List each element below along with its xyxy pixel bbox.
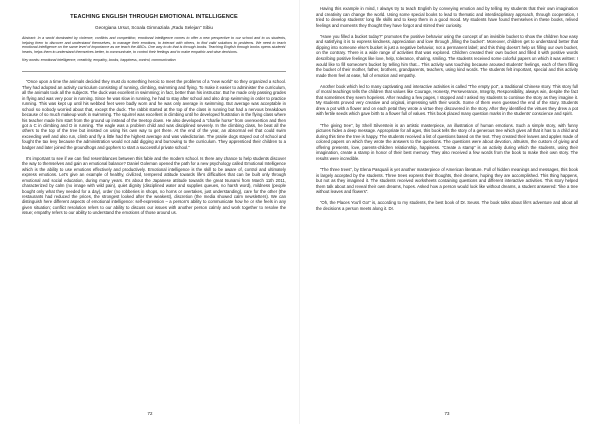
abstract: Abstract: In a world dominated by violence, conflicts and competition, emotional intelligence comes to offer a new perspective to our school and to us students, helping them to discover and understand themselves, to manage their emotions, to interact with others, to find valid solutions to problems. We need to teach emotional intelligence on the same level of importance as we teach the ABCs. One way to do that is through books. Teaching English through books opens students' hearts, helps them to understand themselves better, to communicate, to control their feelings and to make empathic and wise decisions. [22, 36, 286, 54]
paragraph-fable: “Once upon a time the animals decided they must do something heroic to meet the problems of a “new world” so they organized a school. They had adopted an activity curriculum consisting of running, climbing, swimming and flying. To make it easier to administer the curriculum, all the animals took all the subjects. The duck was excellent in swimming; in fact, better than his instructor. But he made only passing grades in flying and was very poor in running. Since he was slow in running, he had to stay after school and also drop swimming in order to practice running. This was kept up until his webbed feet were badly worn and he was only average in swimming. But average was acceptable in school so nobody worried about that, except the duck. The rabbit started at the top of the class in running but had a nervous breakdown because of so much makeup work in swimming. The squirrel was excellent in climbing until he developed frustration in the flying class where his teacher made him start from the ground up instead of the treetop down. He also developed a “charlie horse” from overexertion and then got a C in climbing and D in running. The eagle was a problem child and was disciplined severely. In the climbing class, he beat all the others to the top of the tree but insisted on using his own way to get there. At the end of the year, an abnormal eel that could swim exceeding well and also run, climb and fly a little had the highest average and was valedictorian. The prairie dogs stayed out of school and fought the tax levy because the administration would not add digging and burrowing to the curriculum. They apprenticed their children to a badger and later joined the groundhogs and gophers to start a successful private school.” [22, 79, 286, 150]
paragraph-intro: Having this example in mind, I always try to teach English by conveying emotion and by telling my students that their own imagination and creativity can change the world. Using some special books to lead to thematic and interdisciplinary approach, through cooperation, I tried to develop students' long life skills and to keep them in a good mood. My students have found themselves in these books, relived feelings and moments they thought they have forgot and stirred their curiosity. [316, 6, 578, 28]
keywords: Key words: emotional intelligence, creativity, empathy, books, happiness, control, communication [22, 58, 176, 63]
article-title: TEACHING ENGLISH THROUGH EMOTIONAL INTELLIGENCE [70, 14, 238, 20]
page-number-left: 72 [147, 411, 153, 416]
page-number-right: 73 [444, 411, 450, 416]
paragraph-emotional-intelligence: It's important to see if we can find resemblances between this fable and the modern school. Is there any chance to help students discover the way to themselves and gain an emotional balance? Daniel Goleman opened the path for a new psychology called Emotional Intelligence which is the ability to use emotions effectively and productively. Emotional intelligence is the skill to be aware of, control and ultimately express emotions. Let's give an example of healthy, civilized, tempered attitude towards life's difficulties that can be built only through emotional and social education, during many years. It's about the Japanese attitude towards the great tsunami from March 11th 2011, characterized by calm (no image with wild pain), quiet dignity (disciplined water and supplies queues, no harsh word), mildness (people bought only what they needed for a day), order (no robberies in shops, no horns or overtakes, just understanding), care for the other (the restaurants had reduced the prices, the strongest looked after the weakest), discretion (the media showed calm newsletters). We can distinguish here different aspects of emotional intelligence: self-expression – a person's ability to communicate how he or she feels in any given situation; conflict resolution refers to our ability to discuss our issues with another person calmly and work together to resolve the issue; empathy refers to our ability to understand the emotions of those around us. [22, 155, 286, 216]
paragraph-bucket: “Have you filled a bucket today?” promotes the positive behavior using the concept of an invisible bucket to show the children how easy and satisfying it is to express kindness, appreciation and love through „filling the bucket”. Moreover, children get to understand better that dipping into someone else's bucket is just a negative behavior, not a permanent label; and this thing doesn't help us filling our own bucket, on the contrary. There is a wide range of activities that was explored. Children created their own bucket and filled it with positive words describing positive feelings like love, help, tolerance, sharing, smiling. The students received some colorful papers on which it was written: I would like to fill someone's bucket by telling him that... This activity was touching because aroused students' feelings, each of them filling the bucket of their mother, father, brothers, grandparents, teachers, using kind words. The students felt important, special and this activity made them feel at ease, full of emotion and empathy. [316, 33, 578, 78]
right-page [300, 0, 600, 424]
divider [22, 71, 286, 72]
author-line: Georgiana Ursut, Scoala Gimnaziala „Radu Selejan” Sibiu [95, 25, 213, 30]
paragraph-places-youll-go: “Oh, the Places You'll Go!” is, according to my students, the best book of Dr. Seuss. The book talks about life's adventure and about all the decisions a person meets along it. Dr. [316, 200, 578, 211]
paragraph-empty-pot: Another book which led to many captivating and interactive activities is called “The empty pot”, a traditional Chinese story. This story full of moral teachings tells the children that values like Courage, Honesty, Perseverance, Integrity, Responsibility, always win, despite the fact that sometimes they seem hopeless. After reading a few pages, I stopped and I asked my students to continue the story as they imagine it. My students proved very creative and original, impressing with their words. Some of them even guessed the end of the story. Students drew a pot with a flower and on each petal they wrote a virtue they discovered in the story. After they identified the virtues they drew a pot with fertile seeds which gave birth to a flower full of values. This book placed many question marks in the students' conscience and spirit. [316, 83, 578, 117]
paragraph-giving-tree: “The giving tree”, by Shell Silverstein is an artistic masterpiece, an illustration of human emotions. Such a simple story, with funny pictures hides a deep message. Appropriate for all ages, this book tells the story of a generous tree which gives all that it has to a child and during this time the tree is happy. The students received a list of questions based on the text. They created their leaves and apples made of colored papers on which they wrote the answers to the questions. The questions were about devotion, altruism, the custom of giving and offering presents, love, parents-children relationship, happiness. “Create a stamp” is an activity during which the students, using their imagination, create a stamp in honor of their best memory. They also received a few words from the book to make their own story. The results were incredible. [316, 122, 578, 161]
paragraph-three-trees: “The three trees”, by Elena Pasquali is yet another masterpiece of American literature. Full of hidden meanings and messages, this book is largely accepted by the students. Three trees express their thoughts, their dreams, hoping they are accomplished. This thing happens, but not as they imagined it. The students received worksheets containing questions and different interactive activities. This story helped them talk about and reveal their own dreams, hopes. Asked how a person would look like without dreams, a student answered: “like a tree without leaves and flowers”. [316, 167, 578, 195]
